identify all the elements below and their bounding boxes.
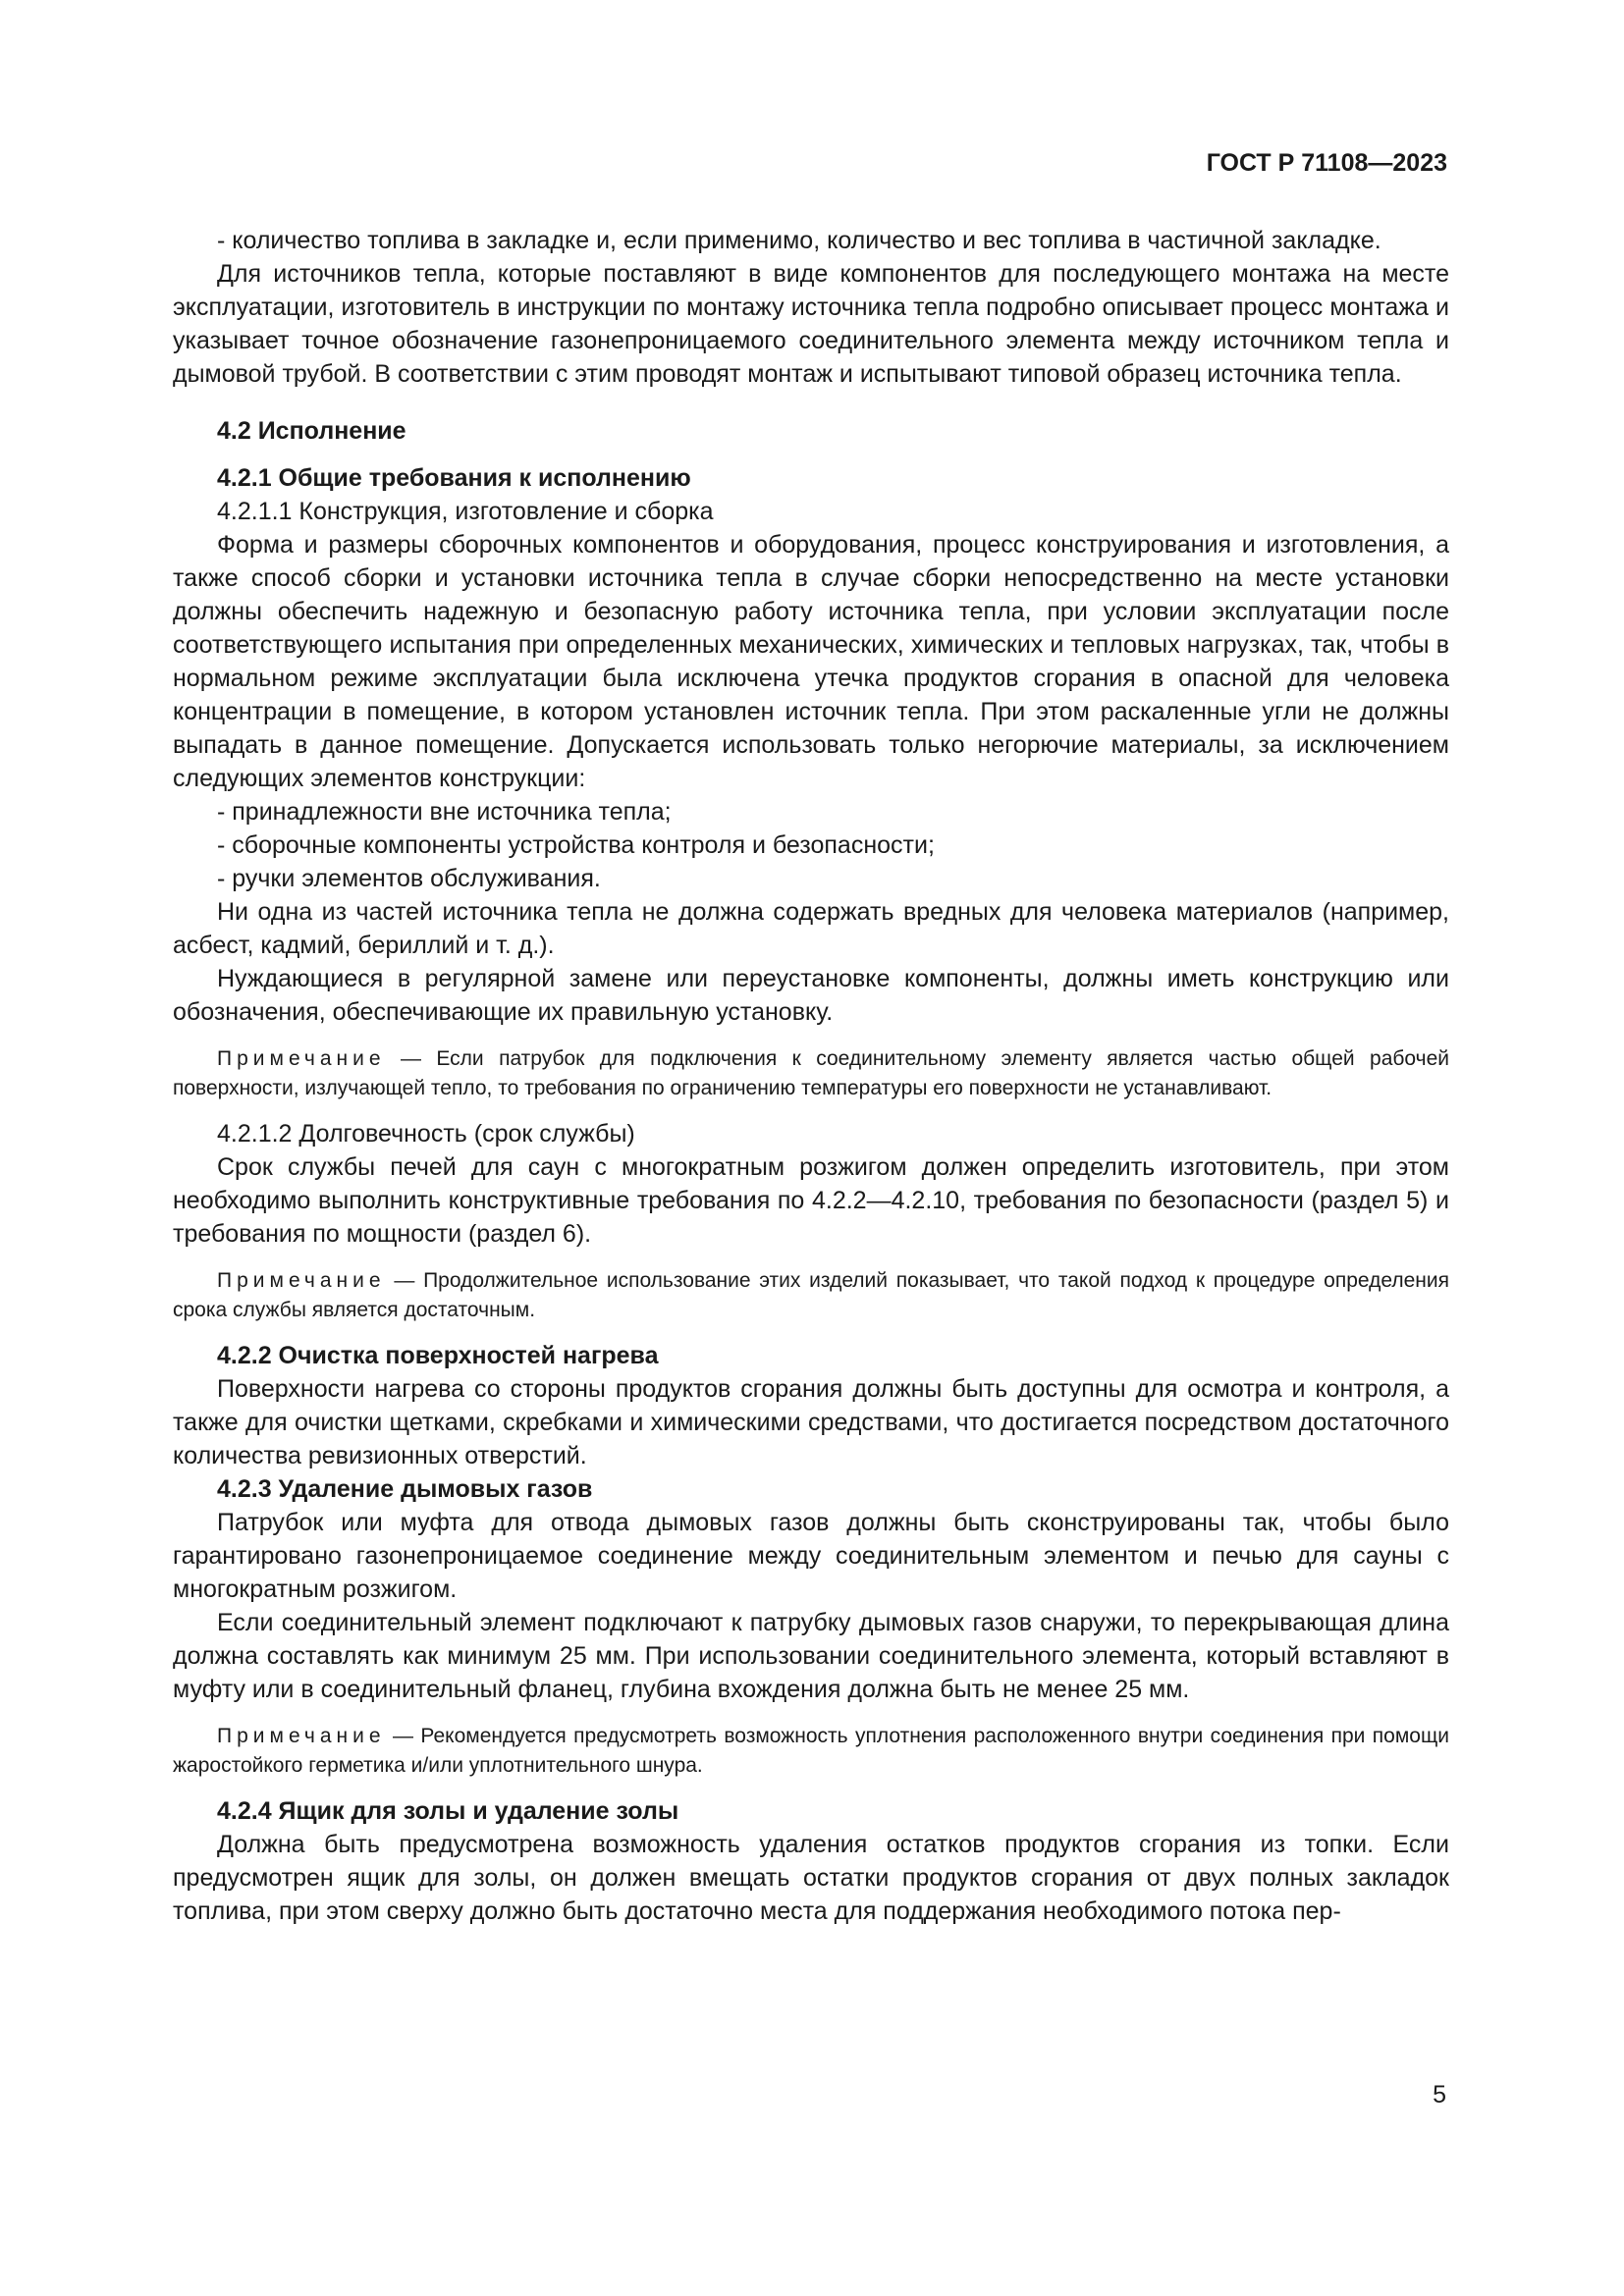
standard-id-header: ГОСТ Р 71108—2023 bbox=[1206, 149, 1447, 177]
paragraph-component-delivery: Для источников тепла, которые поставляют в виде компонентов для последующего монтажа на месте эксплуатации, изготовитель в инструкции по монтажу источника тепла подробно описывает процесс монтажа и указывает точное обозначение газонепроницаемого соединительного элемента между источником тепла и дымовой трубой. В соответствии с этим проводят монтаж и испытывают типовой образец источника тепла. bbox=[173, 260, 1449, 388]
paragraph-connection-overlap: Если соединительный элемент подключают к патрубку дымовых газов снаружи, то перекрывающая длина должна составлять как минимум 25 мм. При использовании соединительного элемента, который вставляют в муфту или в соединительный фланец, глубина вхождения должна быть не менее 25 мм. bbox=[173, 1609, 1449, 1703]
list-item: - ручки элементов обслуживания. bbox=[217, 865, 601, 892]
paragraph-construction: Форма и размеры сборочных компонентов и оборудования, процесс конструирования и изготовления, а также способ сборки и установки источника тепла в случае сборки непосредственно на месте установки должны обеспечить надежную и безопасную работу источника тепла, при условии эксплуатации после соответствующего испытания при определенных механических, химических и тепловых нагрузках, так, чтобы в нормальном режиме эксплуатации была исключена утечка продуктов сгорания в опасной для человека концентрации в помещение, в котором установлен источник тепла. При этом раскаленные угли не должны выпадать в данное помещение. Допускается использовать только негорючие материалы, за исключением следующих элементов конструкции: bbox=[173, 531, 1449, 792]
note-connection-pipe bbox=[173, 1044, 1449, 1103]
note-label: Примечание bbox=[217, 1725, 386, 1747]
section-heading-4-2-3: 4.2.3 Удаление дымовых газов bbox=[217, 1475, 593, 1503]
paragraph-fuel-quantity: - количество топлива в закладке и, если применимо, количество и вес топлива в частичной закладке. bbox=[217, 227, 1381, 254]
list-item: - сборочные компоненты устройства контроля и безопасности; bbox=[217, 831, 935, 859]
note-text: — Продолжительное использование этих изделий показывает, что такой подход к процедуре определения срока службы является достаточным. bbox=[173, 1269, 1449, 1321]
paragraph-service-life: Срок службы печей для саун с многократным розжигом должен определить изготовитель, при этом необходимо выполнить конструктивные требования по 4.2.2—4.2.10, требования по безопасности (раздел 5) и требования по мощности (раздел 6). bbox=[173, 1153, 1449, 1248]
paragraph-harmful-materials: Ни одна из частей источника тепла не должна содержать вредных для человека материалов (например, асбест, кадмий, бериллий и т. д.). bbox=[173, 898, 1449, 959]
section-heading-4-2-4: 4.2.4 Ящик для золы и удаление золы bbox=[217, 1797, 679, 1825]
paragraph-flue-outlet: Патрубок или муфта для отвода дымовых газов должны быть сконструированы так, чтобы было гарантировано газонепроницаемое соединение между соединительным элементом и печью для сауны с многократным розжигом. bbox=[173, 1509, 1449, 1603]
section-heading-4-2-1: 4.2.1 Общие требования к исполнению bbox=[217, 464, 691, 492]
note-text: — Рекомендуется предусмотреть возможность уплотнения расположенного внутри соединения при помощи жаростойкого герметика и/или уплотнительного шнура. bbox=[173, 1725, 1449, 1777]
note-text: — Если патрубок для подключения к соединительному элементу является частью общей рабочей поверхности, излучающей тепло, то требования по ограничению температуры его поверхности не устанавливают. bbox=[173, 1047, 1449, 1099]
subsection-heading-4-2-1-2: 4.2.1.2 Долговечность (срок службы) bbox=[217, 1120, 635, 1148]
section-heading-4-2-2: 4.2.2 Очистка поверхностей нагрева bbox=[217, 1342, 659, 1369]
document-body bbox=[173, 224, 1449, 1928]
paragraph-replaceable-components: Нуждающиеся в регулярной замене или переустановке компоненты, должны иметь конструкцию или обозначения, обеспечивающие их правильную установку. bbox=[173, 965, 1449, 1026]
paragraph-ash-removal: Должна быть предусмотрена возможность удаления остатков продуктов сгорания из топки. Если предусмотрен ящик для золы, он должен вмещать остатки продуктов сгорания от двух полных закладок топлива, при этом сверху должно быть достаточно места для поддержания необходимого потока пер- bbox=[173, 1831, 1449, 1925]
note-service-life bbox=[173, 1266, 1449, 1325]
note-label: Примечание bbox=[217, 1269, 386, 1292]
list-item: - принадлежности вне источника тепла; bbox=[217, 798, 672, 826]
subsection-heading-4-2-1-1: 4.2.1.1 Конструкция, изготовление и сборка bbox=[217, 498, 714, 525]
note-label: Примечание bbox=[217, 1047, 386, 1070]
section-heading-4-2: 4.2 Исполнение bbox=[217, 417, 406, 445]
paragraph-heating-surfaces: Поверхности нагрева со стороны продуктов сгорания должны быть доступны для осмотра и контроля, а также для очистки щетками, скребками и химическими средствами, что достигается посредством достаточного количества ревизионных отверстий. bbox=[173, 1375, 1449, 1469]
page-number: 5 bbox=[1433, 2081, 1446, 2109]
note-sealing bbox=[173, 1722, 1449, 1781]
